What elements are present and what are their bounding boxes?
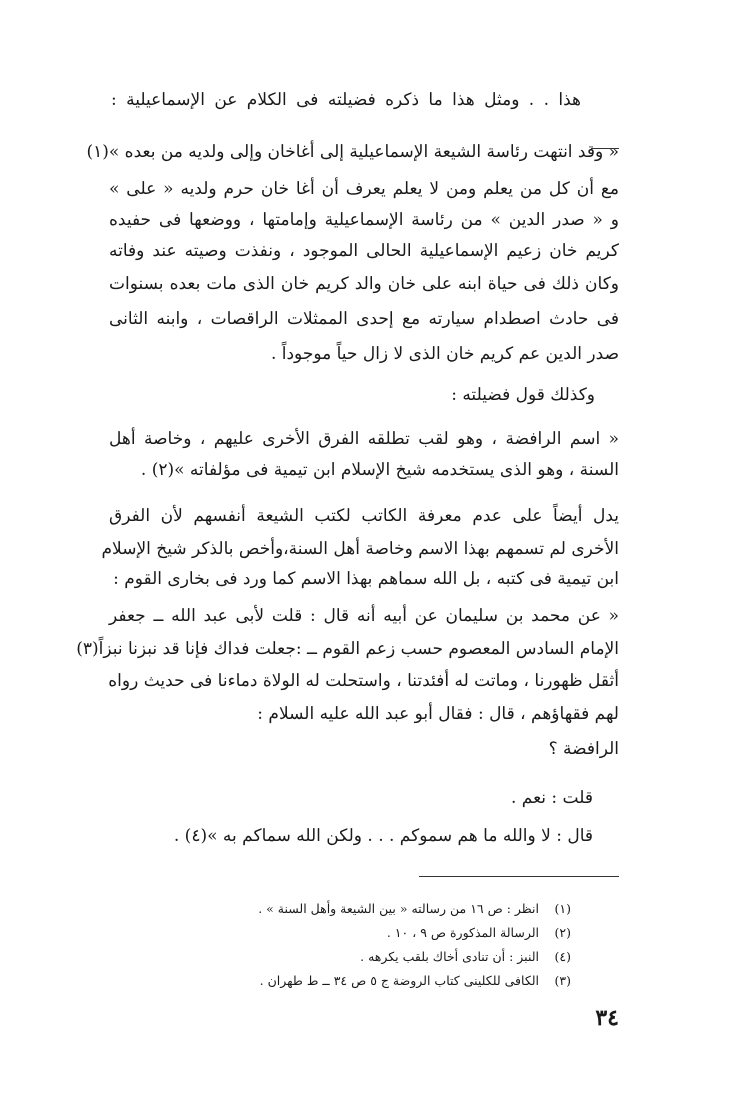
footnote-text: انظر : ص ١٦ من رسالته « بين الشيعة وأهل السنة » . [258,901,540,916]
text-line: وكذلك قول فضيلته : [451,385,595,405]
text-line: صدر الدين عم كريم خان الذى لا زال حياً موجوداً . [270,344,619,364]
footnote-number: (٣) [554,973,571,988]
footnote-text: النبز : أن تنادى أخاك بلقب يكرهه . [360,949,540,964]
footnote-separator [419,876,619,877]
footnote-number: (٤) [554,949,571,964]
text-line: فى حادث اصطدام سيارته مع إحدى الممثلات الراقصات ، وابنه الثانى [109,309,619,329]
text-line: وكان ذلك فى حياة ابنه على خان والد كريم خان الذى مات بعده بسنوات [109,274,619,294]
footnote-number: (١) [554,901,571,916]
text-line: السنة ، وهو الذى يستخدمه شيخ الإسلام ابن تيمية فى مؤلفاته »(٢) . [140,460,619,480]
footnote-text: الرسالة المذكورة ص ٩ ، ١٠ . [386,925,540,940]
text-line: الرافضة ؟ [548,739,619,759]
footnote-number: (٢) [554,925,571,940]
text-line: ابن تيمية فى كتبه ، بل الله سماهم بهذا الاسم كما ورد فى بخارى القوم : [113,569,619,589]
page-number: ٣٤ [595,1005,619,1031]
text-line: و « صدر الدين » من رئاسة الإسماعيلية وإمامتها ، ووضعها فى حفيده [109,210,619,230]
text-line: كريم خان زعيم الإسماعيلية الحالى الموجود ، ونفذت وصيته عند وفاته [109,241,619,261]
footnote [387,924,571,942]
text-line: لهم فقهاؤهم ، قال : فقال أبو عبد الله عليه السلام : [257,704,619,724]
footnote-text: الكافى للكلينى كتاب الروضة ج ٥ ص ٣٤ ــ ط طهران . [259,973,540,988]
text-line: « عن محمد بن سليمان عن أبيه أنه قال : قلت لأبى عبد الله ــ جعفر [109,606,619,626]
text-line: هذا . . ومثل هذا ما ذكره فضيلته فى الكلام عن الإسماعيلية : [111,90,581,110]
text-line: مع أن كل من يعلم ومن لا يعلم يعرف أن أغا خان حرم ولديه « على » [109,179,619,199]
text-line: الإمام السادس المعصوم حسب زعم القوم ــ :جعلت فداك فإنا قد نبزنا نبزاً(٣) [76,639,619,659]
text-line: قلت : نعم . [510,788,593,808]
text-line: أثقل ظهورنا ، وماتت له أفئدتنا ، واستحلت له الولاة دماءنا فى حديث رواه [108,671,619,691]
text-line: يدل أيضاً على عدم معرفة الكاتب لكتب الشيعة أنفسهم لأن الفرق [109,506,619,526]
dash-mark [591,148,619,149]
text-line: قال : لا والله ما هم سموكم . . . ولكن الله سماكم به »(٤) . [173,826,593,846]
text-line: الأخرى لم تسمهم بهذا الاسم وخاصة أهل السنة،وأخص بالذكر شيخ الإسلام [101,539,619,559]
footnote [260,972,571,990]
text-line: « اسم الرافضة ، وهو لقب تطلقه الفرق الأخرى عليهم ، وخاصة أهل [109,429,619,449]
footnote [258,900,571,918]
footnote [360,948,571,966]
text-line: « وقد انتهت رئاسة الشيعة الإسماعيلية إلى أغاخان وإلى ولديه من بعده »(١) [86,142,619,162]
